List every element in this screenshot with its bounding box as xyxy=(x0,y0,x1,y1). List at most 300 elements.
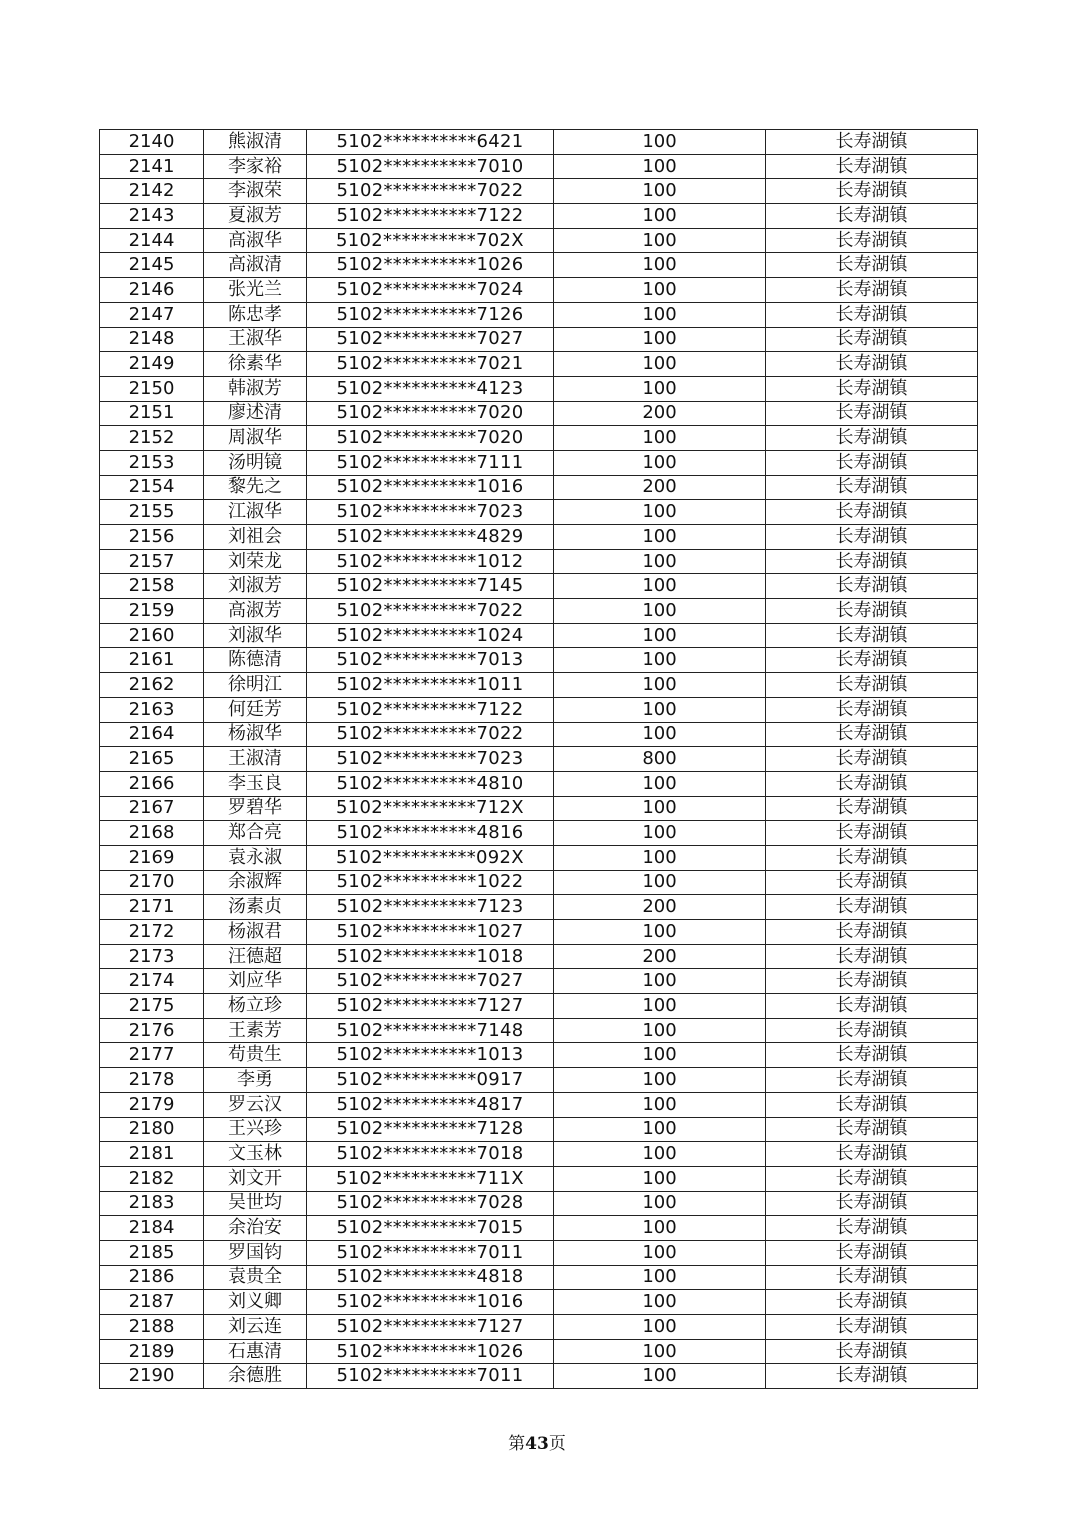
cell-serial-number: 2145 xyxy=(100,253,204,278)
cell-name: 李玉良 xyxy=(204,771,307,796)
table-row xyxy=(100,376,978,401)
cell-amount: 100 xyxy=(554,327,766,352)
cell-id-number: 5102**********7027 xyxy=(307,327,554,352)
cell-town: 长寿湖镇 xyxy=(766,302,978,327)
roster-table-body xyxy=(100,130,978,1389)
cell-amount: 100 xyxy=(554,1068,766,1093)
cell-amount: 100 xyxy=(554,1290,766,1315)
cell-amount: 100 xyxy=(554,920,766,945)
cell-id-number: 5102**********1013 xyxy=(307,1043,554,1068)
cell-town: 长寿湖镇 xyxy=(766,1315,978,1340)
cell-town: 长寿湖镇 xyxy=(766,376,978,401)
cell-name: 廖述清 xyxy=(204,401,307,426)
table-row xyxy=(100,747,978,772)
cell-amount: 100 xyxy=(554,500,766,525)
cell-serial-number: 2170 xyxy=(100,870,204,895)
cell-amount: 100 xyxy=(554,1092,766,1117)
table-row xyxy=(100,574,978,599)
cell-name: 石惠清 xyxy=(204,1339,307,1364)
cell-name: 李勇 xyxy=(204,1068,307,1093)
cell-amount: 100 xyxy=(554,623,766,648)
table-row xyxy=(100,722,978,747)
cell-name: 汪德超 xyxy=(204,944,307,969)
cell-amount: 200 xyxy=(554,475,766,500)
cell-id-number: 5102**********7127 xyxy=(307,994,554,1019)
cell-amount: 100 xyxy=(554,994,766,1019)
cell-town: 长寿湖镇 xyxy=(766,1018,978,1043)
cell-serial-number: 2183 xyxy=(100,1191,204,1216)
cell-id-number: 5102**********7027 xyxy=(307,969,554,994)
roster-table xyxy=(99,129,978,1389)
cell-id-number: 5102**********1018 xyxy=(307,944,554,969)
table-row xyxy=(100,1043,978,1068)
cell-id-number: 5102**********1022 xyxy=(307,870,554,895)
cell-name: 高淑清 xyxy=(204,253,307,278)
cell-amount: 100 xyxy=(554,549,766,574)
cell-amount: 100 xyxy=(554,1364,766,1389)
cell-amount: 100 xyxy=(554,376,766,401)
cell-id-number: 5102**********4817 xyxy=(307,1092,554,1117)
cell-name: 吴世均 xyxy=(204,1191,307,1216)
table-row xyxy=(100,327,978,352)
cell-amount: 100 xyxy=(554,525,766,550)
cell-serial-number: 2144 xyxy=(100,228,204,253)
cell-town: 长寿湖镇 xyxy=(766,352,978,377)
cell-town: 长寿湖镇 xyxy=(766,722,978,747)
cell-name: 黎先之 xyxy=(204,475,307,500)
cell-id-number: 5102**********4810 xyxy=(307,771,554,796)
table-row xyxy=(100,253,978,278)
cell-name: 汤素贞 xyxy=(204,895,307,920)
cell-town: 长寿湖镇 xyxy=(766,821,978,846)
cell-id-number: 5102**********4829 xyxy=(307,525,554,550)
cell-serial-number: 2157 xyxy=(100,549,204,574)
table-row xyxy=(100,944,978,969)
cell-name: 陈忠孝 xyxy=(204,302,307,327)
cell-serial-number: 2148 xyxy=(100,327,204,352)
cell-serial-number: 2184 xyxy=(100,1216,204,1241)
cell-name: 文玉林 xyxy=(204,1142,307,1167)
cell-serial-number: 2161 xyxy=(100,648,204,673)
cell-amount: 100 xyxy=(554,302,766,327)
cell-serial-number: 2182 xyxy=(100,1166,204,1191)
cell-town: 长寿湖镇 xyxy=(766,747,978,772)
table-row xyxy=(100,154,978,179)
cell-amount: 100 xyxy=(554,253,766,278)
cell-name: 江淑华 xyxy=(204,500,307,525)
cell-id-number: 5102**********7013 xyxy=(307,648,554,673)
cell-serial-number: 2189 xyxy=(100,1339,204,1364)
table-row xyxy=(100,623,978,648)
cell-id-number: 5102**********1026 xyxy=(307,1339,554,1364)
cell-town: 长寿湖镇 xyxy=(766,1166,978,1191)
cell-id-number: 5102**********7023 xyxy=(307,500,554,525)
cell-amount: 100 xyxy=(554,648,766,673)
cell-id-number: 5102**********7023 xyxy=(307,747,554,772)
cell-amount: 100 xyxy=(554,154,766,179)
cell-town: 长寿湖镇 xyxy=(766,401,978,426)
cell-serial-number: 2165 xyxy=(100,747,204,772)
cell-amount: 100 xyxy=(554,228,766,253)
cell-amount: 100 xyxy=(554,1043,766,1068)
cell-name: 刘云连 xyxy=(204,1315,307,1340)
cell-serial-number: 2151 xyxy=(100,401,204,426)
cell-town: 长寿湖镇 xyxy=(766,179,978,204)
page-footer xyxy=(0,1429,1074,1454)
cell-amount: 100 xyxy=(554,1216,766,1241)
cell-serial-number: 2154 xyxy=(100,475,204,500)
table-row xyxy=(100,1364,978,1389)
table-row xyxy=(100,1191,978,1216)
cell-id-number: 5102**********1011 xyxy=(307,673,554,698)
cell-town: 长寿湖镇 xyxy=(766,130,978,155)
cell-amount: 100 xyxy=(554,870,766,895)
cell-amount: 800 xyxy=(554,747,766,772)
cell-amount: 100 xyxy=(554,450,766,475)
cell-name: 刘祖会 xyxy=(204,525,307,550)
cell-name: 罗云汉 xyxy=(204,1092,307,1117)
cell-amount: 100 xyxy=(554,697,766,722)
cell-serial-number: 2178 xyxy=(100,1068,204,1093)
table-row xyxy=(100,1068,978,1093)
cell-id-number: 5102**********1016 xyxy=(307,1290,554,1315)
cell-amount: 100 xyxy=(554,845,766,870)
cell-name: 王淑清 xyxy=(204,747,307,772)
cell-name: 袁贵全 xyxy=(204,1265,307,1290)
table-row xyxy=(100,1339,978,1364)
table-row xyxy=(100,401,978,426)
cell-town: 长寿湖镇 xyxy=(766,574,978,599)
table-row xyxy=(100,969,978,994)
cell-name: 余治安 xyxy=(204,1216,307,1241)
cell-town: 长寿湖镇 xyxy=(766,994,978,1019)
cell-name: 王淑华 xyxy=(204,327,307,352)
cell-id-number: 5102**********7123 xyxy=(307,895,554,920)
cell-serial-number: 2164 xyxy=(100,722,204,747)
cell-serial-number: 2155 xyxy=(100,500,204,525)
cell-town: 长寿湖镇 xyxy=(766,895,978,920)
cell-serial-number: 2185 xyxy=(100,1240,204,1265)
table-row xyxy=(100,1315,978,1340)
cell-id-number: 5102**********7020 xyxy=(307,426,554,451)
cell-town: 长寿湖镇 xyxy=(766,944,978,969)
cell-id-number: 5102**********7028 xyxy=(307,1191,554,1216)
table-row xyxy=(100,500,978,525)
table-row xyxy=(100,1216,978,1241)
cell-amount: 100 xyxy=(554,796,766,821)
cell-name: 徐明江 xyxy=(204,673,307,698)
cell-name: 张光兰 xyxy=(204,278,307,303)
cell-serial-number: 2152 xyxy=(100,426,204,451)
cell-amount: 100 xyxy=(554,426,766,451)
cell-amount: 100 xyxy=(554,179,766,204)
cell-town: 长寿湖镇 xyxy=(766,204,978,229)
cell-id-number: 5102**********7024 xyxy=(307,278,554,303)
table-row xyxy=(100,228,978,253)
table-row xyxy=(100,771,978,796)
table-row xyxy=(100,450,978,475)
cell-serial-number: 2146 xyxy=(100,278,204,303)
cell-serial-number: 2163 xyxy=(100,697,204,722)
cell-id-number: 5102**********7011 xyxy=(307,1364,554,1389)
cell-id-number: 5102**********7020 xyxy=(307,401,554,426)
cell-town: 长寿湖镇 xyxy=(766,1216,978,1241)
cell-name: 余德胜 xyxy=(204,1364,307,1389)
table-row xyxy=(100,1092,978,1117)
table-row xyxy=(100,1265,978,1290)
cell-id-number: 5102**********6421 xyxy=(307,130,554,155)
cell-amount: 100 xyxy=(554,771,766,796)
cell-town: 长寿湖镇 xyxy=(766,278,978,303)
cell-town: 长寿湖镇 xyxy=(766,623,978,648)
cell-town: 长寿湖镇 xyxy=(766,771,978,796)
cell-id-number: 5102**********7022 xyxy=(307,599,554,624)
table-row xyxy=(100,1018,978,1043)
cell-town: 长寿湖镇 xyxy=(766,599,978,624)
cell-town: 长寿湖镇 xyxy=(766,1043,978,1068)
cell-amount: 200 xyxy=(554,944,766,969)
cell-name: 高淑华 xyxy=(204,228,307,253)
cell-name: 李家裕 xyxy=(204,154,307,179)
cell-serial-number: 2177 xyxy=(100,1043,204,1068)
cell-id-number: 5102**********1024 xyxy=(307,623,554,648)
page-label-prefix: 第 xyxy=(508,1434,526,1454)
table-row xyxy=(100,994,978,1019)
cell-id-number: 5102**********7126 xyxy=(307,302,554,327)
cell-serial-number: 2141 xyxy=(100,154,204,179)
table-row xyxy=(100,525,978,550)
cell-serial-number: 2149 xyxy=(100,352,204,377)
cell-id-number: 5102**********092X xyxy=(307,845,554,870)
cell-name: 苟贵生 xyxy=(204,1043,307,1068)
cell-id-number: 5102**********7111 xyxy=(307,450,554,475)
table-row xyxy=(100,1117,978,1142)
cell-id-number: 5102**********4816 xyxy=(307,821,554,846)
cell-serial-number: 2156 xyxy=(100,525,204,550)
cell-serial-number: 2173 xyxy=(100,944,204,969)
cell-amount: 200 xyxy=(554,401,766,426)
cell-town: 长寿湖镇 xyxy=(766,648,978,673)
cell-name: 杨淑华 xyxy=(204,722,307,747)
cell-name: 周淑华 xyxy=(204,426,307,451)
cell-town: 长寿湖镇 xyxy=(766,450,978,475)
cell-id-number: 5102**********7122 xyxy=(307,697,554,722)
table-row xyxy=(100,599,978,624)
cell-amount: 100 xyxy=(554,352,766,377)
table-row xyxy=(100,1240,978,1265)
cell-amount: 100 xyxy=(554,1240,766,1265)
table-row xyxy=(100,648,978,673)
cell-id-number: 5102**********1012 xyxy=(307,549,554,574)
cell-town: 长寿湖镇 xyxy=(766,228,978,253)
cell-id-number: 5102**********7022 xyxy=(307,722,554,747)
cell-amount: 100 xyxy=(554,130,766,155)
page-number: 43 xyxy=(525,1434,549,1454)
cell-town: 长寿湖镇 xyxy=(766,1191,978,1216)
cell-name: 袁永淑 xyxy=(204,845,307,870)
cell-id-number: 5102**********4123 xyxy=(307,376,554,401)
cell-serial-number: 2143 xyxy=(100,204,204,229)
table-row xyxy=(100,845,978,870)
table-row xyxy=(100,204,978,229)
cell-name: 刘荣龙 xyxy=(204,549,307,574)
cell-serial-number: 2179 xyxy=(100,1092,204,1117)
cell-town: 长寿湖镇 xyxy=(766,845,978,870)
cell-serial-number: 2166 xyxy=(100,771,204,796)
cell-name: 刘应华 xyxy=(204,969,307,994)
cell-id-number: 5102**********711X xyxy=(307,1166,554,1191)
cell-name: 徐素华 xyxy=(204,352,307,377)
cell-town: 长寿湖镇 xyxy=(766,870,978,895)
cell-id-number: 5102**********1027 xyxy=(307,920,554,945)
cell-serial-number: 2176 xyxy=(100,1018,204,1043)
table-row xyxy=(100,549,978,574)
cell-town: 长寿湖镇 xyxy=(766,1068,978,1093)
cell-name: 杨立珍 xyxy=(204,994,307,1019)
table-row xyxy=(100,920,978,945)
cell-amount: 100 xyxy=(554,722,766,747)
table-row xyxy=(100,673,978,698)
cell-name: 王兴珍 xyxy=(204,1117,307,1142)
cell-serial-number: 2147 xyxy=(100,302,204,327)
cell-amount: 100 xyxy=(554,1142,766,1167)
cell-town: 长寿湖镇 xyxy=(766,697,978,722)
cell-id-number: 5102**********7145 xyxy=(307,574,554,599)
cell-id-number: 5102**********7022 xyxy=(307,179,554,204)
cell-serial-number: 2158 xyxy=(100,574,204,599)
cell-id-number: 5102**********7127 xyxy=(307,1315,554,1340)
cell-name: 李淑荣 xyxy=(204,179,307,204)
cell-town: 长寿湖镇 xyxy=(766,500,978,525)
cell-town: 长寿湖镇 xyxy=(766,327,978,352)
cell-town: 长寿湖镇 xyxy=(766,1290,978,1315)
cell-id-number: 5102**********7010 xyxy=(307,154,554,179)
table-row xyxy=(100,870,978,895)
table-row xyxy=(100,796,978,821)
cell-name: 夏淑芳 xyxy=(204,204,307,229)
table-row xyxy=(100,1142,978,1167)
cell-name: 高淑芳 xyxy=(204,599,307,624)
cell-serial-number: 2187 xyxy=(100,1290,204,1315)
cell-town: 长寿湖镇 xyxy=(766,1339,978,1364)
cell-serial-number: 2186 xyxy=(100,1265,204,1290)
cell-name: 刘文开 xyxy=(204,1166,307,1191)
table-row xyxy=(100,179,978,204)
table-row xyxy=(100,278,978,303)
table-row xyxy=(100,1290,978,1315)
cell-name: 陈德清 xyxy=(204,648,307,673)
table-row xyxy=(100,352,978,377)
cell-id-number: 5102**********7011 xyxy=(307,1240,554,1265)
cell-name: 韩淑芳 xyxy=(204,376,307,401)
cell-name: 汤明镜 xyxy=(204,450,307,475)
cell-id-number: 5102**********702X xyxy=(307,228,554,253)
cell-name: 刘义卿 xyxy=(204,1290,307,1315)
cell-town: 长寿湖镇 xyxy=(766,426,978,451)
cell-amount: 100 xyxy=(554,574,766,599)
table-row xyxy=(100,697,978,722)
cell-id-number: 5102**********7148 xyxy=(307,1018,554,1043)
cell-id-number: 5102**********1026 xyxy=(307,253,554,278)
cell-serial-number: 2180 xyxy=(100,1117,204,1142)
cell-serial-number: 2168 xyxy=(100,821,204,846)
cell-serial-number: 2160 xyxy=(100,623,204,648)
cell-town: 长寿湖镇 xyxy=(766,1142,978,1167)
cell-serial-number: 2162 xyxy=(100,673,204,698)
cell-amount: 100 xyxy=(554,1315,766,1340)
cell-name: 郑合亮 xyxy=(204,821,307,846)
cell-id-number: 5102**********7128 xyxy=(307,1117,554,1142)
cell-town: 长寿湖镇 xyxy=(766,1364,978,1389)
cell-serial-number: 2171 xyxy=(100,895,204,920)
table-row xyxy=(100,1166,978,1191)
cell-town: 长寿湖镇 xyxy=(766,1265,978,1290)
cell-amount: 100 xyxy=(554,1339,766,1364)
cell-amount: 100 xyxy=(554,278,766,303)
cell-id-number: 5102**********7021 xyxy=(307,352,554,377)
cell-town: 长寿湖镇 xyxy=(766,253,978,278)
cell-town: 长寿湖镇 xyxy=(766,549,978,574)
cell-serial-number: 2159 xyxy=(100,599,204,624)
table-row xyxy=(100,821,978,846)
cell-amount: 100 xyxy=(554,969,766,994)
cell-town: 长寿湖镇 xyxy=(766,1240,978,1265)
cell-name: 王素芳 xyxy=(204,1018,307,1043)
cell-amount: 200 xyxy=(554,895,766,920)
cell-serial-number: 2174 xyxy=(100,969,204,994)
cell-serial-number: 2190 xyxy=(100,1364,204,1389)
cell-amount: 100 xyxy=(554,1265,766,1290)
cell-id-number: 5102**********7015 xyxy=(307,1216,554,1241)
cell-amount: 100 xyxy=(554,1018,766,1043)
cell-town: 长寿湖镇 xyxy=(766,475,978,500)
cell-serial-number: 2167 xyxy=(100,796,204,821)
cell-name: 罗碧华 xyxy=(204,796,307,821)
cell-id-number: 5102**********0917 xyxy=(307,1068,554,1093)
cell-id-number: 5102**********712X xyxy=(307,796,554,821)
cell-serial-number: 2175 xyxy=(100,994,204,1019)
cell-town: 长寿湖镇 xyxy=(766,920,978,945)
cell-town: 长寿湖镇 xyxy=(766,525,978,550)
cell-name: 刘淑芳 xyxy=(204,574,307,599)
table-row xyxy=(100,475,978,500)
table-row xyxy=(100,426,978,451)
cell-serial-number: 2172 xyxy=(100,920,204,945)
cell-town: 长寿湖镇 xyxy=(766,1092,978,1117)
cell-id-number: 5102**********1016 xyxy=(307,475,554,500)
cell-name: 罗国钧 xyxy=(204,1240,307,1265)
cell-amount: 100 xyxy=(554,204,766,229)
cell-amount: 100 xyxy=(554,1191,766,1216)
cell-serial-number: 2188 xyxy=(100,1315,204,1340)
cell-amount: 100 xyxy=(554,673,766,698)
cell-town: 长寿湖镇 xyxy=(766,673,978,698)
cell-amount: 100 xyxy=(554,1117,766,1142)
cell-town: 长寿湖镇 xyxy=(766,969,978,994)
cell-serial-number: 2142 xyxy=(100,179,204,204)
table-row xyxy=(100,130,978,155)
cell-serial-number: 2181 xyxy=(100,1142,204,1167)
cell-amount: 100 xyxy=(554,1166,766,1191)
cell-amount: 100 xyxy=(554,599,766,624)
cell-town: 长寿湖镇 xyxy=(766,1117,978,1142)
cell-id-number: 5102**********7122 xyxy=(307,204,554,229)
cell-name: 熊淑清 xyxy=(204,130,307,155)
table-row xyxy=(100,302,978,327)
cell-serial-number: 2150 xyxy=(100,376,204,401)
cell-name: 何廷芳 xyxy=(204,697,307,722)
cell-id-number: 5102**********7018 xyxy=(307,1142,554,1167)
